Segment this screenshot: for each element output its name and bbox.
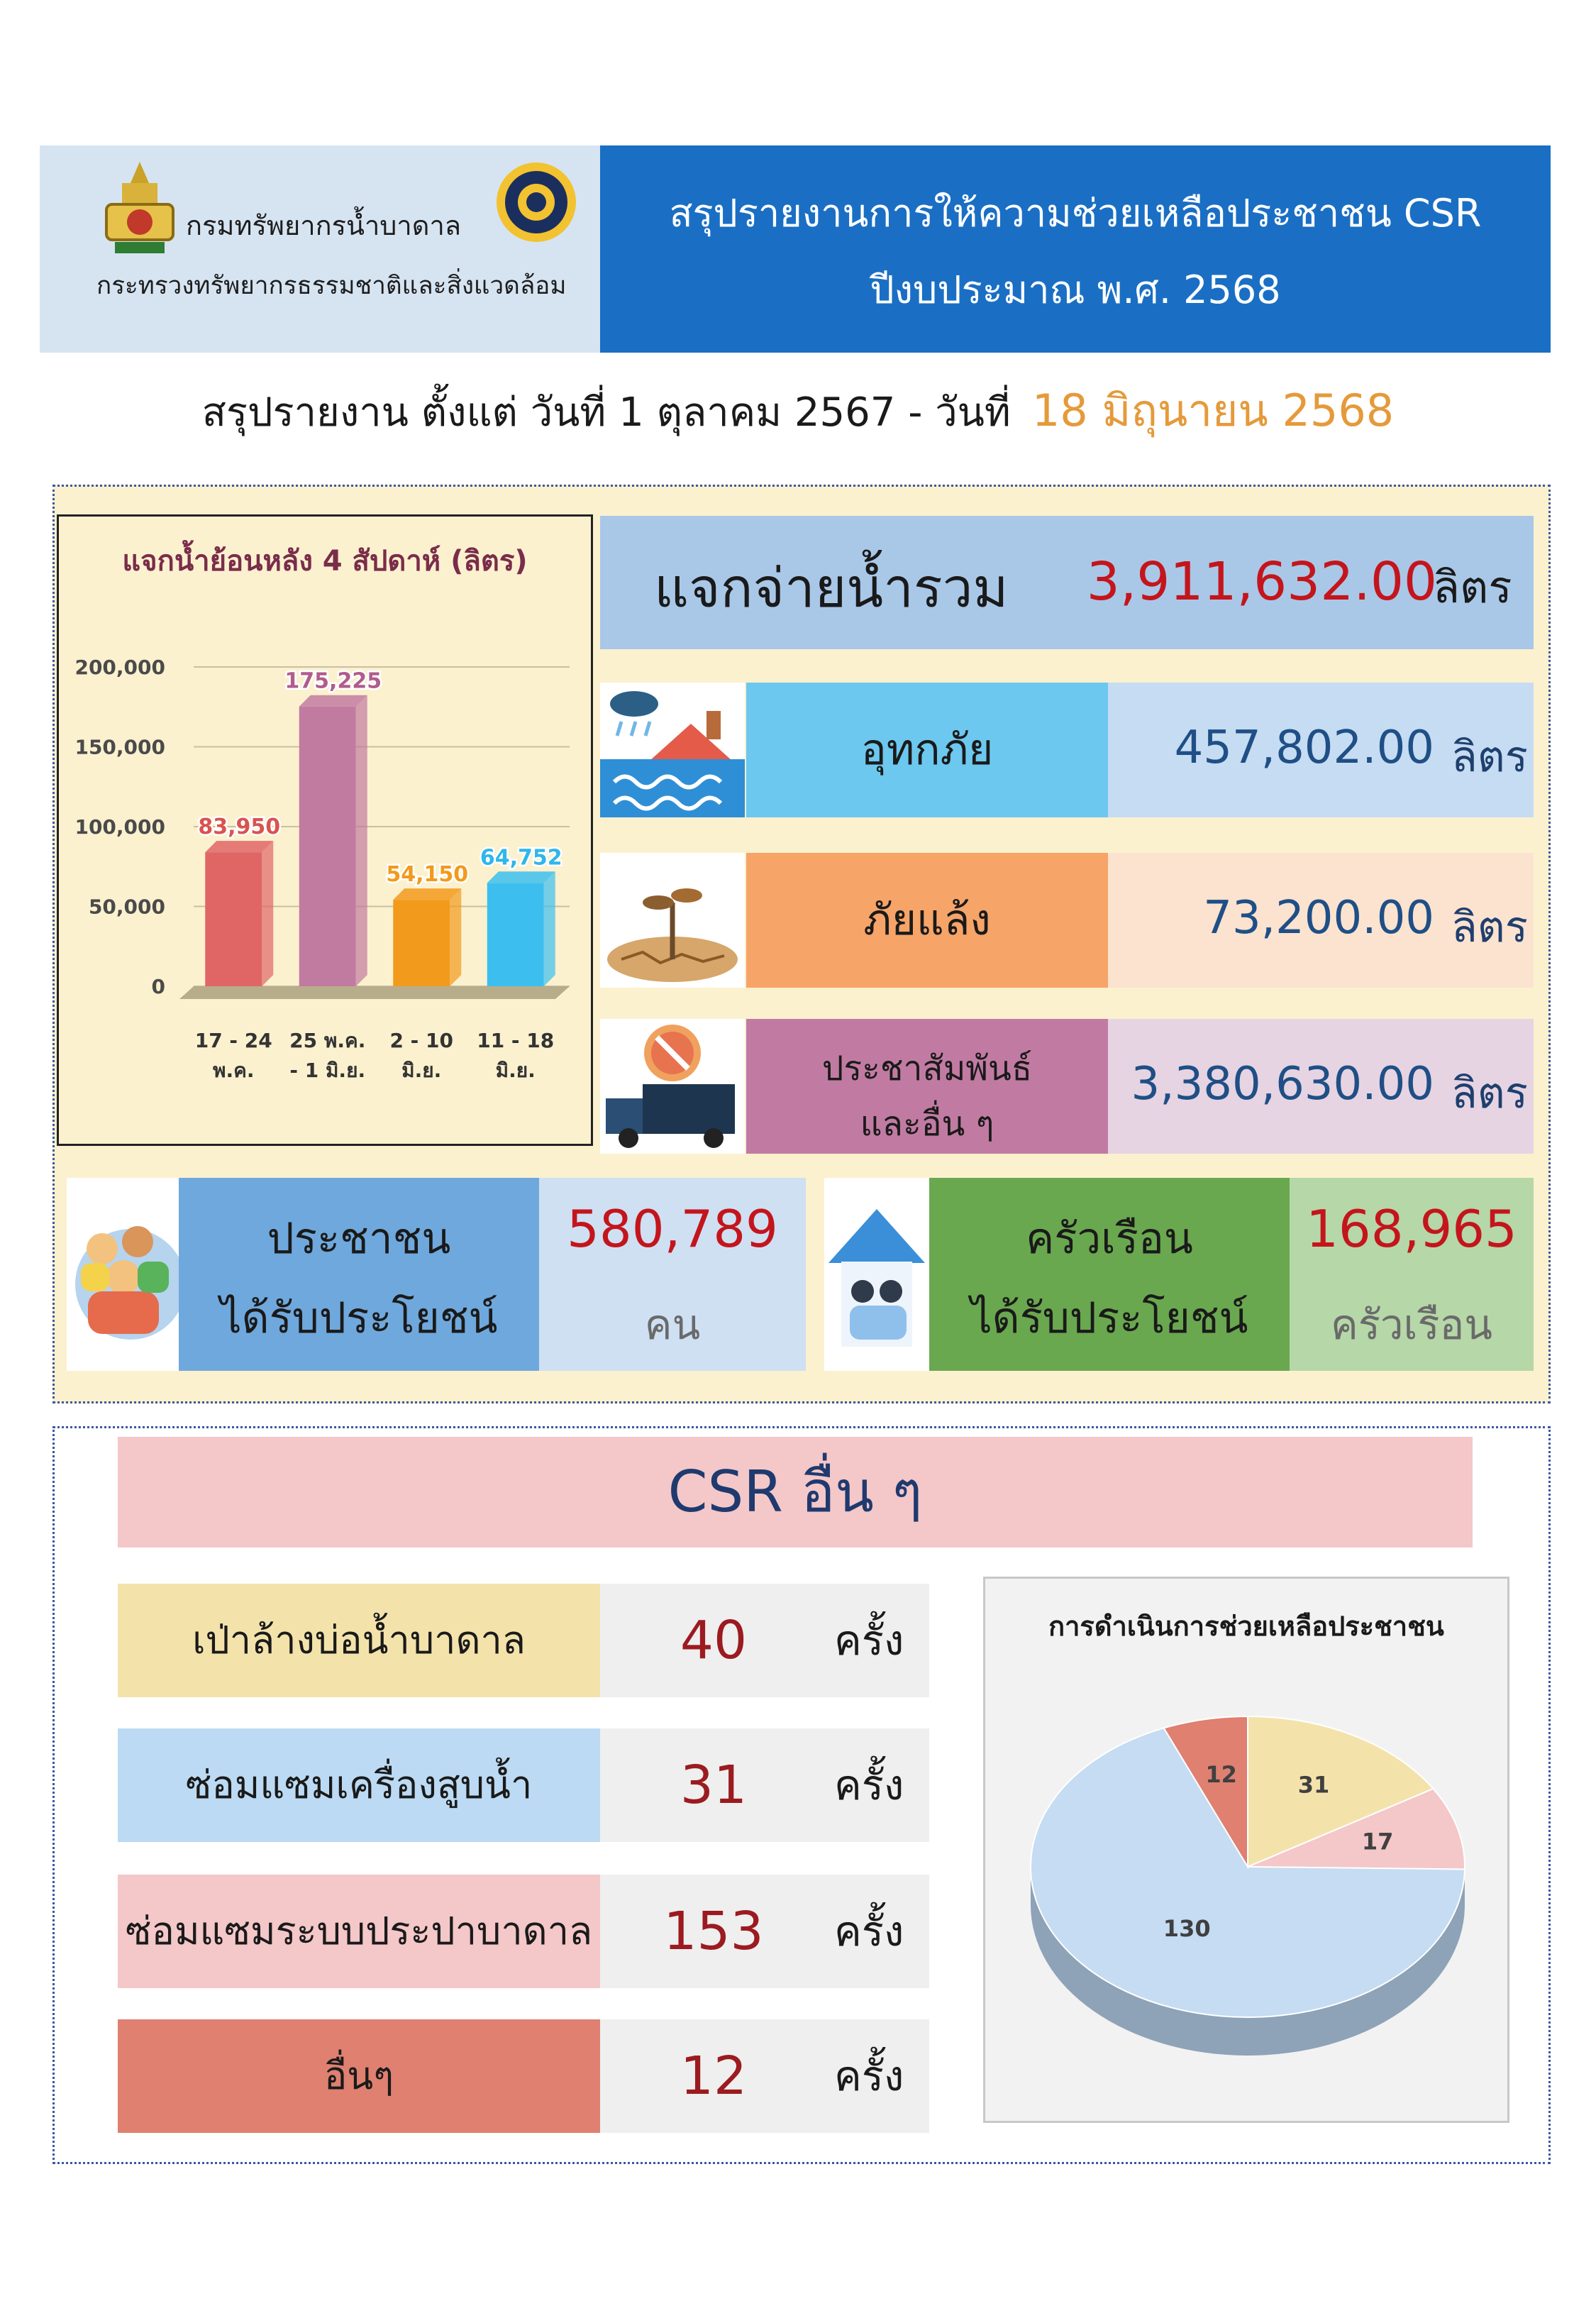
people-benefit-label [179, 1178, 539, 1371]
household-benefit-value-cell [1290, 1178, 1534, 1371]
csr-item-unit: ครั้ง [834, 1616, 904, 1665]
pie-chart-svg [985, 1579, 1507, 2121]
flood-icon [600, 683, 745, 817]
water-truck-icon [600, 1019, 745, 1154]
assistance-pie-chart [983, 1577, 1509, 2123]
pr-value: 3,380,630.00 [1131, 1058, 1434, 1110]
y-tick-label: 100,000 [74, 815, 165, 839]
report-period [0, 376, 1596, 446]
bar-side [356, 695, 367, 986]
bar-chart-svg [59, 517, 591, 1144]
bar-data-label: 54,150 [386, 862, 469, 888]
csr-item-label: ซ่อมแซมระบบประปาบาดาล [118, 1875, 600, 1988]
pr-label-line1: ประชาสัมพันธ์ [821, 1049, 1033, 1088]
csr-item-label: เป่าล้างบ่อน้ำบาดาล [118, 1584, 600, 1697]
pie-slice-label: 17 [1361, 1828, 1394, 1855]
household-unit: ครัวเรือน [1331, 1301, 1492, 1349]
bar [299, 707, 356, 986]
drought-icon [600, 853, 745, 988]
pie-slice-label: 130 [1163, 1914, 1211, 1942]
period-prefix: สรุปรายงาน ตั้งแต่ วันที่ 1 ตุลาคม 2567 - วันที่ [201, 390, 1011, 436]
total-water-value: 3,911,632.00 [1086, 551, 1437, 612]
people-count: 580,789 [567, 1199, 778, 1259]
csr-item-count-cell [600, 1875, 929, 1988]
pr-value-cell [1108, 1019, 1534, 1154]
csr-other-title: CSR อื่น ๆ [118, 1437, 1473, 1548]
csr-item-unit: ครั้ง [834, 1907, 904, 1955]
x-tick-label: - 1 มิ.ย. [289, 1059, 366, 1082]
chart-title: แจกน้ำย้อนหลัง 4 สัปดาห์ (ลิตร) [122, 545, 528, 578]
people-benefit-value-cell [539, 1178, 806, 1371]
csr-item-label: อื่นๆ [118, 2019, 600, 2133]
household-benefit-label [929, 1178, 1290, 1371]
people-label-line1: ประชาชน [267, 1214, 451, 1264]
department-name: กรมทรัพยากรน้ำบาดาล [186, 210, 462, 241]
pr-unit: ลิตร [1451, 1069, 1528, 1118]
pr-label-line2: และอื่น ๆ [860, 1104, 994, 1144]
csr-item-count: 31 [680, 1755, 748, 1816]
total-water-panel [600, 516, 1534, 649]
bar-side [450, 888, 461, 986]
household-label-line2: ได้รับประโยชน์ [970, 1293, 1248, 1343]
drought-value: 73,200.00 [1203, 892, 1434, 944]
drought-label: ภัยแล้ง [746, 853, 1108, 988]
period-end-date: 18 มิถุนายน 2568 [1031, 385, 1395, 436]
people-label-line2: ได้รับประโยชน์ [220, 1293, 498, 1343]
csr-item-count-cell [600, 2019, 929, 2133]
household-label-line1: ครัวเรือน [1026, 1214, 1193, 1264]
y-tick-label: 150,000 [74, 735, 165, 759]
bar-side [544, 871, 555, 986]
y-tick-label: 0 [151, 975, 165, 998]
bar [205, 852, 262, 986]
x-tick-label: พ.ค. [213, 1059, 255, 1082]
csr-item-count-cell [600, 1728, 929, 1842]
chart-floor [179, 986, 570, 999]
bar [393, 900, 450, 986]
pie-slice-label: 31 [1297, 1771, 1330, 1799]
bar-data-label: 64,752 [480, 845, 563, 871]
weekly-water-chart [57, 514, 593, 1146]
csr-item-count-cell [600, 1584, 929, 1697]
report-title: สรุปรายงานการให้ความช่วยเหลือประชาชน CSR [669, 191, 1482, 236]
x-tick-label: มิ.ย. [495, 1059, 536, 1082]
total-water-unit: ลิตร [1433, 561, 1512, 613]
flood-label: อุทกภัย [746, 683, 1108, 817]
people-unit: คน [644, 1301, 701, 1349]
x-tick-label: 2 - 10 [389, 1029, 454, 1052]
pr-label [746, 1019, 1108, 1154]
fiscal-year: ปีงบประมาณ พ.ศ. 2568 [870, 267, 1281, 312]
bar-top [299, 695, 367, 707]
pie-chart-title: การดำเนินการช่วยเหลือประชาชน [1048, 1611, 1444, 1642]
x-tick-label: 11 - 18 [477, 1029, 555, 1052]
header-title-panel [600, 145, 1551, 353]
csr-item-count: 40 [680, 1610, 748, 1671]
header-logo-panel [40, 145, 600, 353]
csr-item-label: ซ่อมแซมเครื่องสูบน้ำ [118, 1728, 600, 1842]
drought-unit: ลิตร [1451, 903, 1528, 952]
people-group-icon [67, 1178, 179, 1371]
bar-side [262, 841, 273, 986]
csr-item-unit: ครั้ง [834, 2052, 904, 2100]
y-tick-label: 50,000 [88, 895, 165, 919]
household-icon [824, 1178, 929, 1371]
x-tick-label: 25 พ.ค. [289, 1029, 366, 1052]
drought-value-cell [1108, 853, 1534, 988]
pie-slice-label: 12 [1205, 1761, 1237, 1789]
ministry-seal-icon [494, 157, 579, 249]
bar-top [487, 871, 555, 883]
ministry-name: กระทรวงทรัพยากรธรรมชาติและสิ่งแวดล้อม [96, 272, 567, 300]
department-emblem-icon [94, 158, 186, 265]
flood-unit: ลิตร [1451, 732, 1528, 782]
bar-data-label: 83,950 [198, 815, 281, 840]
flood-value-cell [1108, 683, 1534, 817]
x-tick-label: 17 - 24 [194, 1029, 272, 1052]
csr-item-count: 12 [680, 2046, 748, 2107]
bar-top [205, 841, 273, 852]
x-tick-label: มิ.ย. [401, 1059, 442, 1082]
y-tick-label: 200,000 [74, 656, 165, 679]
csr-item-count: 153 [663, 1901, 764, 1962]
bar [487, 883, 544, 986]
household-count: 168,965 [1306, 1199, 1517, 1259]
bar-data-label: 175,225 [284, 668, 382, 694]
bar-top [393, 888, 461, 900]
flood-value: 457,802.00 [1174, 722, 1434, 774]
csr-item-unit: ครั้ง [834, 1761, 904, 1809]
total-water-label: แจกจ่ายน้ำรวม [654, 556, 1009, 619]
